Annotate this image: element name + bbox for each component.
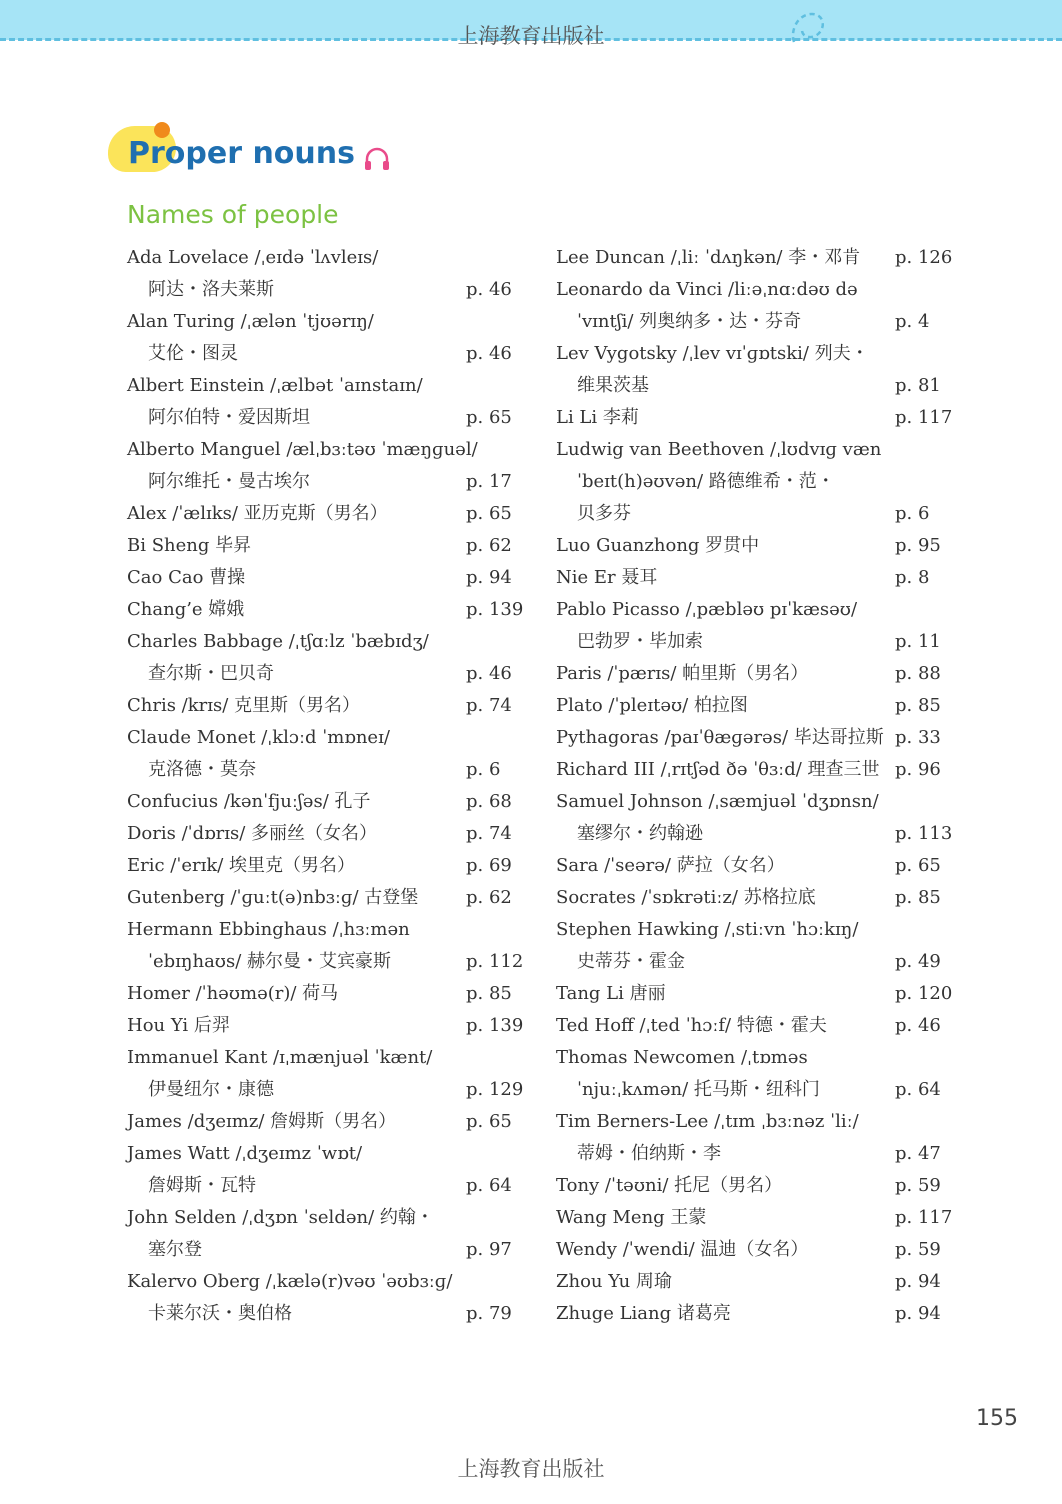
entry-page: p. 65 [895, 855, 941, 876]
entry-text: Li Li 李莉 [556, 407, 639, 428]
entry-line [556, 1106, 951, 1138]
entry-page: p. 96 [895, 759, 941, 780]
entry-page: p. 88 [895, 663, 941, 684]
entry-page: p. 81 [895, 375, 941, 396]
entry-page: p. 129 [466, 1079, 524, 1100]
entry-page: p. 120 [895, 983, 953, 1004]
entry-line [127, 1106, 522, 1138]
entry-line [556, 722, 951, 754]
entry-line [127, 1298, 522, 1330]
entry-line [127, 946, 522, 978]
entry-page: p. 113 [895, 823, 953, 844]
entry-line [556, 1042, 951, 1074]
entry-line [556, 626, 951, 658]
title-text: Proper nouns [128, 136, 355, 171]
entry-text: ˈvɪntʃi/ 列奥纳多・达・芬奇 [577, 311, 802, 332]
right-column [556, 242, 951, 1330]
entry-text: 查尔斯・巴贝奇 [148, 663, 274, 684]
entry-text: ˈbeɪt(h)əʊvən/ 路德维希・范・ [577, 471, 835, 492]
entry-page: p. 94 [895, 1303, 941, 1324]
entry-page: p. 65 [466, 1111, 512, 1132]
entry-page: p. 126 [895, 247, 953, 268]
entry-page: p. 94 [895, 1271, 941, 1292]
entry-page: p. 64 [466, 1175, 512, 1196]
entry-text: Zhou Yu 周瑜 [556, 1271, 672, 1292]
entry-page: p. 46 [895, 1015, 941, 1036]
entry-line [127, 562, 522, 594]
entry-line [556, 1202, 951, 1234]
entry-line [127, 1202, 522, 1234]
entry-line [556, 850, 951, 882]
entry-text: Alan Turing /ˌælən ˈtjʊərɪŋ/ [127, 311, 374, 332]
entry-line [556, 562, 951, 594]
entry-text: John Selden /ˌdʒɒn ˈseldən/ 约翰・ [127, 1207, 434, 1228]
entry-line [556, 274, 951, 306]
entry-text: Ludwig van Beethoven /ˌlʊdvɪɡ væn [556, 439, 882, 460]
entry-text: Leonardo da Vinci /liːəˌnɑːdəʊ də [556, 279, 858, 300]
entry-page: p. 94 [466, 567, 512, 588]
entry-line [556, 1170, 951, 1202]
entry-page: p. 64 [895, 1079, 941, 1100]
entry-text: Richard III /ˌrɪtʃəd ðə ˈθɜːd/ 理查三世 [556, 759, 880, 780]
entry-text: Kalervo Oberg /ˌkælə(r)vəʊ ˈəʊbɜːɡ/ [127, 1271, 453, 1292]
entry-page: p. 4 [895, 311, 930, 332]
entry-line [127, 594, 522, 626]
entry-line [127, 1170, 522, 1202]
entry-text: Charles Babbage /ˌtʃɑːlz ˈbæbɪdʒ/ [127, 631, 429, 652]
entry-line [127, 626, 522, 658]
left-column [127, 242, 522, 1330]
entry-page: p. 85 [895, 887, 941, 908]
entry-text: Stephen Hawking /ˌstiːvn ˈhɔːkɪŋ/ [556, 919, 859, 940]
entry-line [127, 530, 522, 562]
entry-text: 卡莱尔沃・奥伯格 [148, 1303, 292, 1324]
entry-line [127, 1010, 522, 1042]
entry-text: 艾伦・图灵 [148, 343, 238, 364]
entry-line [556, 914, 951, 946]
entry-page: p. 47 [895, 1143, 941, 1164]
entry-line [556, 306, 951, 338]
entry-line [556, 946, 951, 978]
entry-line [556, 818, 951, 850]
entry-page: p. 69 [466, 855, 512, 876]
entry-text: Plato /ˈpleɪtəʊ/ 柏拉图 [556, 695, 748, 716]
entry-page: p. 139 [466, 1015, 524, 1036]
entry-text: Ada Lovelace /ˌeɪdə ˈlʌvleɪs/ [127, 247, 379, 268]
entry-line [556, 882, 951, 914]
entry-text: Socrates /ˈsɒkrətiːz/ 苏格拉底 [556, 887, 816, 908]
entry-text: Zhuge Liang 诸葛亮 [556, 1303, 731, 1324]
entry-line [556, 370, 951, 402]
entry-line [127, 1234, 522, 1266]
entry-text: Sara /ˈseərə/ 萨拉（女名） [556, 855, 785, 876]
entry-page: p. 117 [895, 1207, 953, 1228]
entry-line [556, 1010, 951, 1042]
entry-line [127, 882, 522, 914]
entry-text: James Watt /ˌdʒeɪmz ˈwɒt/ [127, 1143, 363, 1164]
entry-text: Tony /ˈtəʊni/ 托尼（男名） [556, 1175, 783, 1196]
entry-line [556, 1138, 951, 1170]
entry-line [127, 338, 522, 370]
entry-text: 塞尔登 [148, 1239, 202, 1260]
entry-line [127, 306, 522, 338]
entry-text: Chang’e 嫦娥 [127, 599, 245, 620]
entry-line [127, 722, 522, 754]
entry-line [556, 658, 951, 690]
entry-line [127, 818, 522, 850]
entry-line [127, 754, 522, 786]
entry-text: Chris /krɪs/ 克里斯（男名） [127, 695, 361, 716]
entry-page: p. 8 [895, 567, 930, 588]
entry-line [127, 434, 522, 466]
entry-page: p. 97 [466, 1239, 512, 1260]
entry-text: 克洛德・莫奈 [148, 759, 256, 780]
entry-page: p. 62 [466, 887, 512, 908]
entry-page: p. 95 [895, 535, 941, 556]
entry-page: p. 17 [466, 471, 512, 492]
entry-page: p. 46 [466, 279, 512, 300]
entry-line [127, 658, 522, 690]
entry-page: p. 65 [466, 503, 512, 524]
entry-line [556, 1298, 951, 1330]
section-heading: Names of people [127, 200, 339, 229]
entry-text: Ted Hoff /ˌted ˈhɔːf/ 特德・霍夫 [556, 1015, 827, 1036]
entry-text: Luo Guanzhong 罗贯中 [556, 535, 760, 556]
entry-text: Gutenberg /ˈɡuːt(ə)nbɜːɡ/ 古登堡 [127, 887, 419, 908]
entry-text: Thomas Newcomen /ˌtɒməs [556, 1047, 808, 1068]
entry-text: Nie Er 聂耳 [556, 567, 658, 588]
entry-page: p. 33 [895, 727, 941, 748]
entry-page: p. 46 [466, 663, 512, 684]
entry-page: p. 6 [895, 503, 930, 524]
entry-line [127, 370, 522, 402]
entry-text: Lee Duncan /ˌliː ˈdʌŋkən/ 李・邓肯 [556, 247, 861, 268]
entry-line [556, 1074, 951, 1106]
entry-line [127, 242, 522, 274]
entry-line [556, 690, 951, 722]
entry-text: Lev Vygotsky /ˌlev vɪˈɡɒtski/ 列夫・ [556, 343, 869, 364]
entry-line [556, 594, 951, 626]
entry-text: Samuel Johnson /ˌsæmjuəl ˈdʒɒnsn/ [556, 791, 879, 812]
entry-page: p. 112 [466, 951, 524, 972]
entry-text: Immanuel Kant /ɪˌmænjuəl ˈkænt/ [127, 1047, 433, 1068]
footer-publisher: 上海教育出版社 [457, 1457, 605, 1481]
entry-line [127, 274, 522, 306]
entry-line [127, 850, 522, 882]
entry-page: p. 59 [895, 1239, 941, 1260]
entry-page: p. 11 [895, 631, 941, 652]
header-publisher: 上海教育出版社 [457, 24, 605, 48]
entry-text: James /dʒeɪmz/ 詹姆斯（男名） [127, 1111, 397, 1132]
entry-line [127, 690, 522, 722]
entry-line [556, 1266, 951, 1298]
entry-text: Wang Meng 王蒙 [556, 1207, 707, 1228]
entry-page: p. 46 [466, 343, 512, 364]
entry-text: ˈnjuːˌkʌmən/ 托马斯・纽科门 [577, 1079, 820, 1100]
entry-text: 詹姆斯・瓦特 [148, 1175, 256, 1196]
entry-text: Bi Sheng 毕昇 [127, 535, 252, 556]
page-number: 155 [976, 1406, 1018, 1431]
entry-line [127, 978, 522, 1010]
entry-text: Hou Yi 后羿 [127, 1015, 230, 1036]
entry-text: ˈebɪŋhaʊs/ 赫尔曼・艾宾豪斯 [148, 951, 391, 972]
entry-text: Pablo Picasso /ˌpæbləʊ pɪˈkæsəʊ/ [556, 599, 858, 620]
entry-line [556, 242, 951, 274]
entry-text: 伊曼纽尔・康德 [148, 1079, 274, 1100]
headphones-icon[interactable] [362, 144, 392, 174]
entry-page: p. 74 [466, 695, 512, 716]
entry-text: Claude Monet /ˌklɔːd ˈmɒneɪ/ [127, 727, 390, 748]
entry-line [127, 466, 522, 498]
entry-line [127, 498, 522, 530]
entry-page: p. 65 [466, 407, 512, 428]
entry-text: Alex /ˈælɪks/ 亚历克斯（男名） [127, 503, 388, 524]
entry-line [556, 338, 951, 370]
entry-text: 阿尔伯特・爱因斯坦 [148, 407, 310, 428]
entry-line [556, 754, 951, 786]
entry-text: 阿达・洛夫莱斯 [148, 279, 274, 300]
entry-page: p. 139 [466, 599, 524, 620]
entry-line [127, 1138, 522, 1170]
entry-line [556, 530, 951, 562]
entry-line [127, 1042, 522, 1074]
entry-text: Paris /ˈpærɪs/ 帕里斯（男名） [556, 663, 809, 684]
entry-text: Hermann Ebbinghaus /ˌhɜːmən [127, 919, 410, 940]
entry-line [127, 786, 522, 818]
entry-page: p. 117 [895, 407, 953, 428]
entry-text: 维果茨基 [577, 375, 649, 396]
entry-line [556, 466, 951, 498]
entry-page: p. 85 [466, 983, 512, 1004]
entry-page: p. 85 [895, 695, 941, 716]
entry-line [127, 1266, 522, 1298]
entry-text: Eric /ˈerɪk/ 埃里克（男名） [127, 855, 356, 876]
entry-text: 贝多芬 [577, 503, 631, 524]
entry-text: Confucius /kənˈfjuːʃəs/ 孔子 [127, 791, 371, 812]
page-title [108, 122, 428, 182]
entry-line [556, 402, 951, 434]
entry-line [127, 402, 522, 434]
entry-page: p. 68 [466, 791, 512, 812]
entry-line [127, 914, 522, 946]
entry-page: p. 79 [466, 1303, 512, 1324]
entry-line [556, 978, 951, 1010]
entry-page: p. 62 [466, 535, 512, 556]
entry-text: Tim Berners-Lee /ˌtɪm ˌbɜːnəz ˈliː/ [556, 1111, 859, 1132]
entry-line [127, 1074, 522, 1106]
entry-text: Wendy /ˈwendi/ 温迪（女名） [556, 1239, 809, 1260]
entry-text: 史蒂芬・霍金 [577, 951, 685, 972]
entry-line [556, 1234, 951, 1266]
entry-text: Homer /ˈhəʊmə(r)/ 荷马 [127, 983, 339, 1004]
entry-line [556, 786, 951, 818]
entry-page: p. 59 [895, 1175, 941, 1196]
entry-text: Tang Li 唐丽 [556, 983, 666, 1004]
entry-page: p. 74 [466, 823, 512, 844]
entry-line [556, 498, 951, 530]
entry-text: 蒂姆・伯纳斯・李 [577, 1143, 721, 1164]
entry-page: p. 6 [466, 759, 501, 780]
entry-text: Cao Cao 曹操 [127, 567, 246, 588]
entry-text: 塞缪尔・约翰逊 [577, 823, 703, 844]
entry-line [556, 434, 951, 466]
entry-text: Alberto Manguel /ælˌbɜːtəʊ ˈmæŋɡuəl/ [127, 439, 478, 460]
entry-text: Doris /ˈdɒrɪs/ 多丽丝（女名） [127, 823, 378, 844]
entry-text: 阿尔维托・曼古埃尔 [148, 471, 310, 492]
entry-text: 巴勃罗・毕加索 [577, 631, 703, 652]
entry-text: Albert Einstein /ˌælbət ˈaɪnstaɪn/ [127, 375, 423, 396]
entry-text: Pythagoras /paɪˈθæɡərəs/ 毕达哥拉斯 [556, 727, 884, 748]
entry-page: p. 49 [895, 951, 941, 972]
